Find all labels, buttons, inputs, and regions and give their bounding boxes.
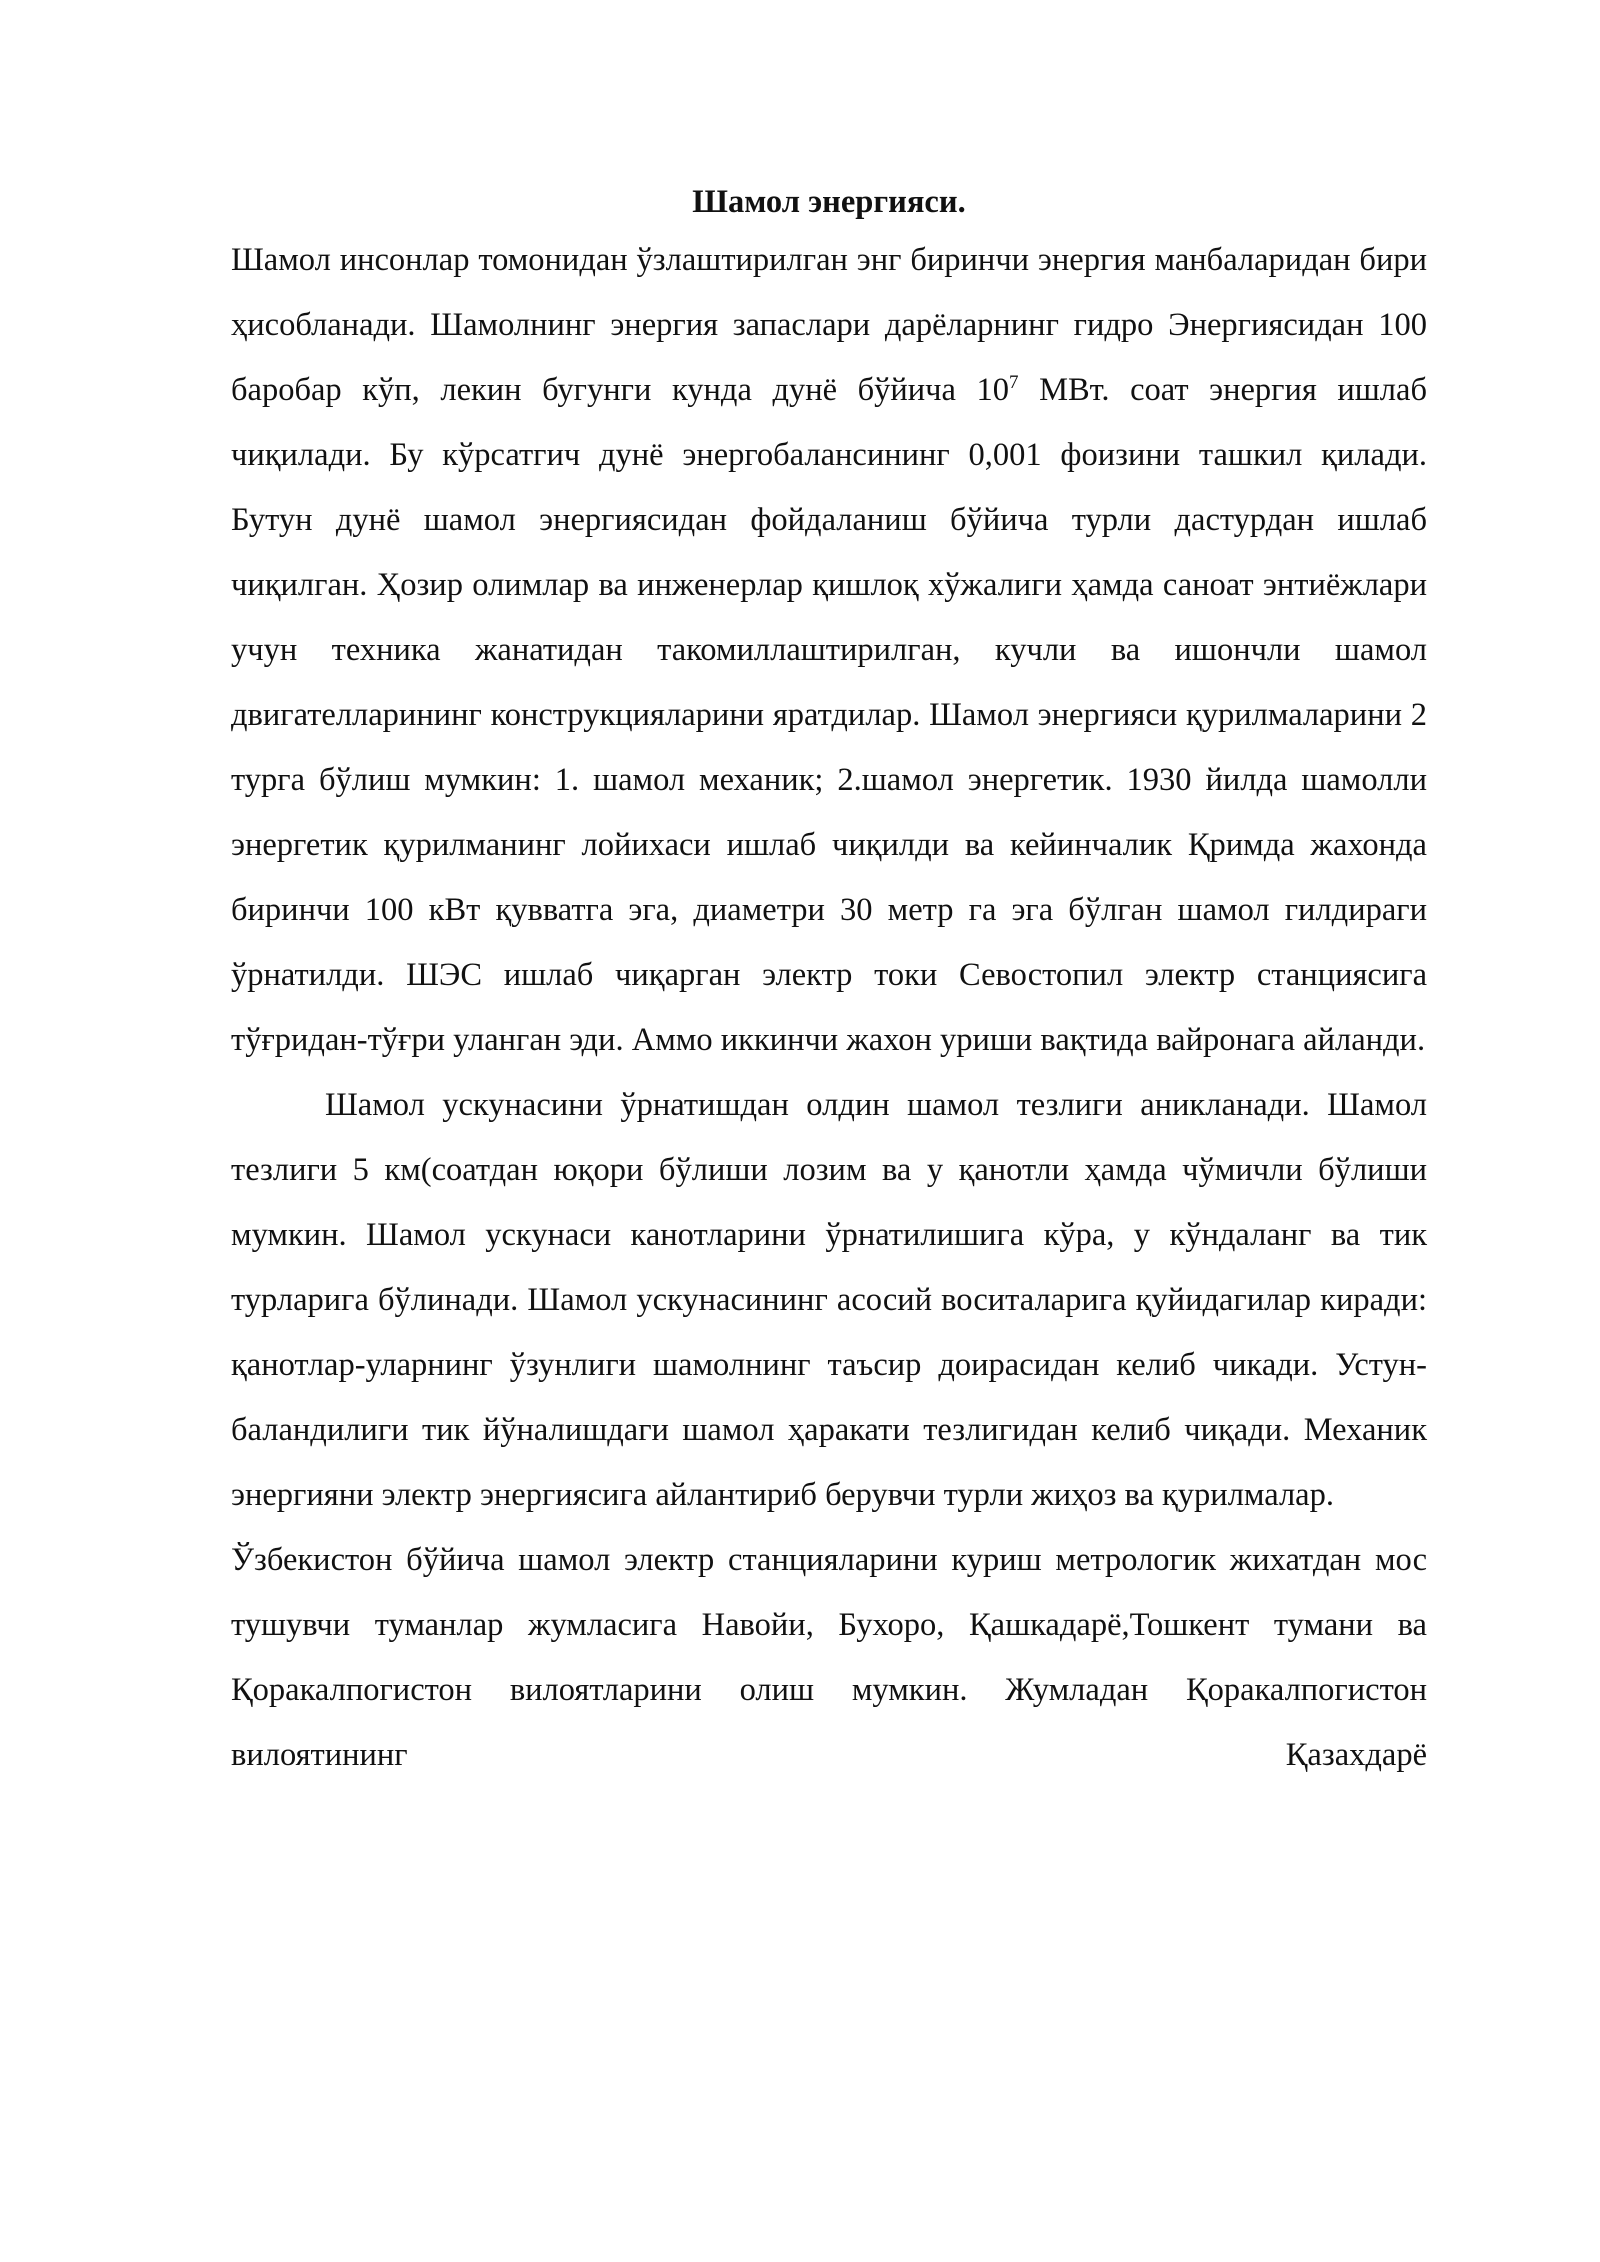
document-body	[231, 176, 1427, 1788]
paragraph-wind-equipment: Шамол ускунасини ўрнатишдан олдин шамол тезлиги аникланади. Шамол тезлиги 5 км(соатдан юқори бўлиши лозим ва у қанотли ҳамда чўмичли бўлиши мумкин. Шамол ускунаси канотларини ўрнатилишига кўра, у кўндаланг ва тик турларига бўлинади. Шамол ускунасининг асосий воситаларига қуйидагилар киради: қанотлар-уларнинг ўзунлиги шамолнинг таъсир доирасидан келиб чикади. Устун- баландилиги тик йўналишдаги шамол ҳаракати тезлигидан келиб чиқади. Механик энергияни электр энергиясига айлантириб берувчи турли жиҳоз ва қурилмалар.	[231, 1087, 1427, 1513]
paragraph-text: МВт. соат энергия ишлаб чиқилади. Бу кўрсатгич дунё энергобалансининг 0,001 фоизини ташкил қилади. Бутун дунё шамол энергиясидан фойдаланиш бўйича турли дастурдан ишлаб чиқилган. Ҳозир олимлар ва инженерлар қишлоқ хўжалиги ҳамда саноат энтиёжлари учун техника жанатидан такомиллаштирилган, кучли ва ишончли шамол двигателларининг конструкцияларини яратдилар. Шамол энергияси қурилмаларини 2 турга бўлиш мумкин: 1. шамол механик; 2.шамол энергетик. 1930 йилда шамолли энергетик қурилманинг лойихаси ишлаб чиқилди ва кейинчалик Қримда жахонда биринчи 100 кВт қувватга эга, диаметри 30 метр га эга бўлган шамол гилдираги ўрнатилди. ШЭС ишлаб чиқарган электр токи Севостопил электр станциясига тўғридан-тўғри уланган эди. Аммо иккинчи жахон уриши вақтида вайронага айланди.	[231, 372, 1427, 1058]
paragraph-wind-history	[231, 228, 1427, 1073]
superscript-exponent: 7	[1009, 372, 1019, 394]
paragraph-text: Шамол инсонлар томонидан ўзлаштирилган энг биринчи энергия манбаларидан бири ҳисобланади. Шамолнинг энергия запаслари дарёларнинг гидро Энергиясидан 100 баробар кўп, лекин бугунги кунда дунё бўйича 10	[231, 242, 1427, 408]
paragraph-uzbekistan-stations: Ўзбекистон бўйича шамол электр станцияларини куриш метрологик жихатдан мос тушувчи туманлар жумласига Навойи, Бухоро, Қашкадарё,Тошкент тумани ва Қоракалпогистон вилоятларини олиш мумкин. Жумладан Қоракалпогистон вилоятининг Қазахдарё	[231, 1542, 1427, 1773]
document-title: Шамол энергияси.	[692, 184, 966, 220]
